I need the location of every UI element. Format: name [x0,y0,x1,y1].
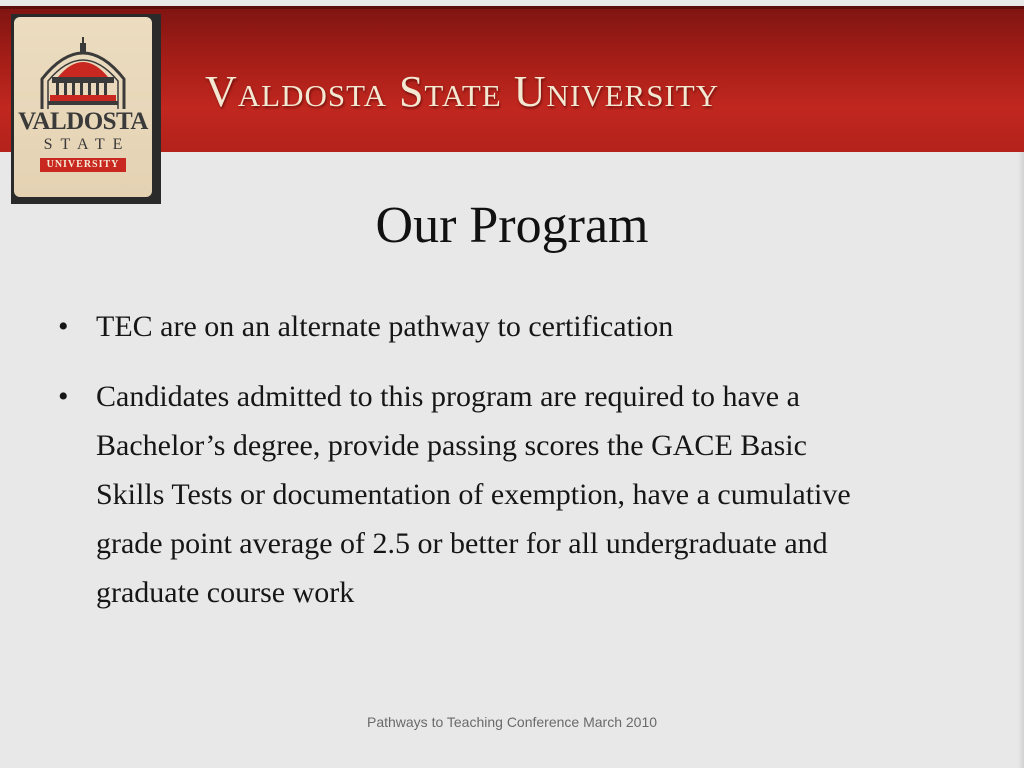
bullet-marker: • [58,380,69,413]
logo-text-state: STATE [43,136,131,153]
header-banner-edge [0,6,1024,9]
bullet-item [58,302,858,351]
logo-text-university: UNIVERSITY [40,158,126,172]
bullet-list [58,302,858,617]
slide-title: Our Program [375,197,649,254]
logo-text-valdosta: VALDOSTA [18,108,148,135]
bullet-marker: • [58,310,69,343]
bullet-text: Candidates admitted to this program are required to have a Bachelor’s degree, provide passing scores the GACE Basic Skills Tests or documentation of exemption, have a cumulative grade point average of 2.5 or better for all undergraduate and graduate course work [96,380,851,609]
bullet-text: TEC are on an alternate pathway to certification [96,310,674,343]
university-wordmark: Valdosta State University [205,67,720,116]
bullet-item [58,372,858,617]
slide-footer: Pathways to Teaching Conference March 2010 [366,714,658,730]
